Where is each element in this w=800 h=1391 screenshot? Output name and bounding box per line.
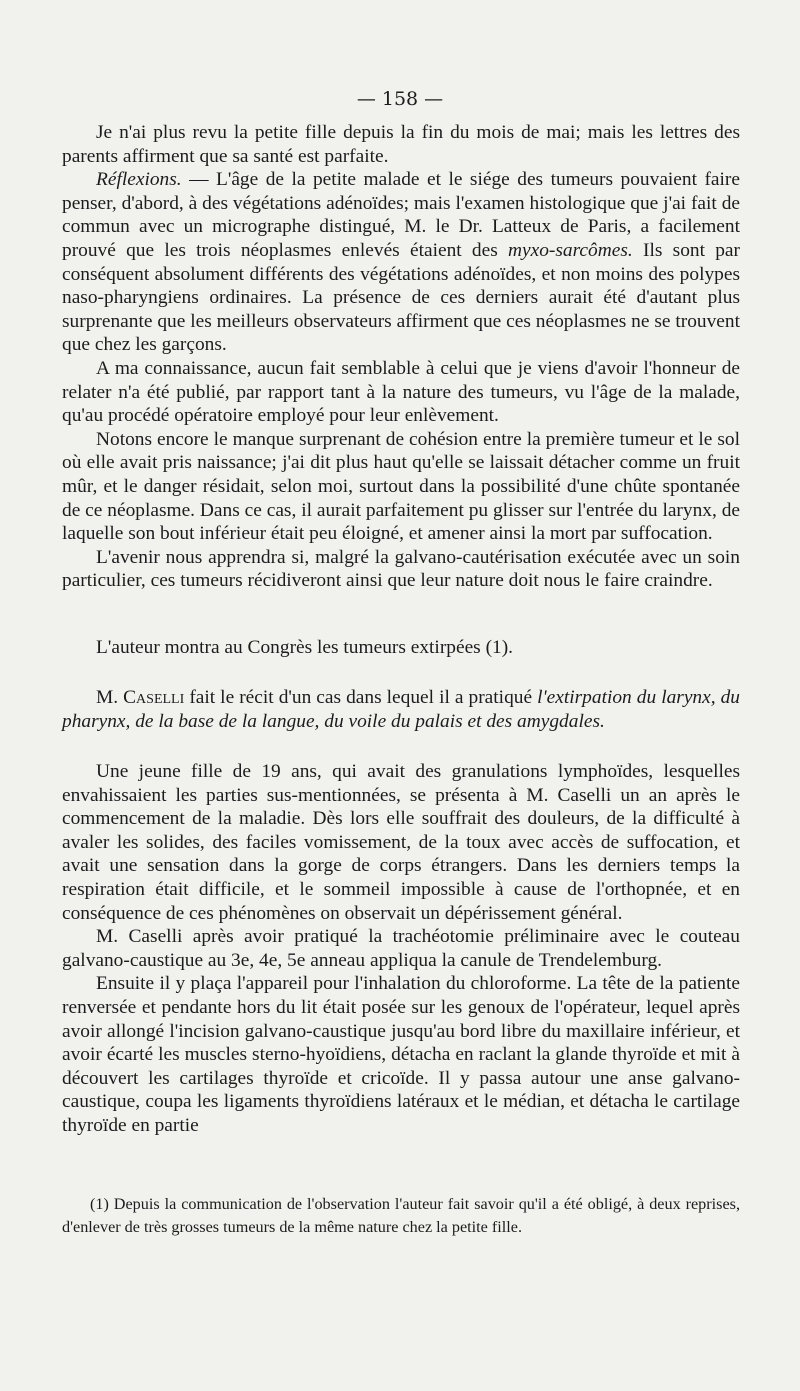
term-myxo-sarcomes: myxo-sarcômes.: [508, 239, 633, 261]
reflexions-label: Réflexions.: [96, 169, 182, 191]
footnote-block: [62, 1193, 740, 1239]
paragraph: Je n'ai plus revu la petite fille depuis la fin du mois de mai; mais les lettres des parents affirment que sa santé est parfaite.: [62, 122, 740, 167]
paragraph-reflexions: Réflexions. — L'âge de la petite malade et le siége des tumeurs pouvaient faire penser, d'abord, à des végétations adénoïdes; mais l'examen histologique que j'ai fait de commun avec un micrographe distingué, M. le Dr. Latteux de Paris, a facilement prouvé que les trois néoplasmes enlevés étaient des myxo-sarcômes. Ils sont par conséquent absolument différents des végétations adénoïdes, et non moins des polypes naso-pharyngiens ordinaires. La présence de ces derniers aurait été d'autant plus surprenante que les meilleurs observateurs affirment que ces néoplasmes ne se trouvent que chez les garçons.: [62, 169, 740, 356]
page-number: — 158 —: [356, 88, 444, 110]
paragraph: M. Caselli après avoir pratiqué la trachéotomie préliminaire avec le couteau galvano-caustique au 3e, 4e, 5e anneau appliqua la canule de Trendelemburg.: [62, 926, 740, 971]
text-block-1: [62, 121, 740, 593]
author-note-block: [62, 636, 740, 660]
paragraph: Une jeune fille de 19 ans, qui avait des granulations lymphoïdes, lesquelles envahissaient les parties sus-mentionnées, se présenta à M. Caselli un an après le commencement de la maladie. Dès lors elle souffrait des douleurs, de la difficulté à avaler les solides, des faciles vomissement, de la toux avec accès de suffocation, et avait une sensation dans la gorge de corps étrangers. Dans les derniers temps la respiration était difficile, et le sommeil impossible à cause de l'orthopnée, et en conséquence de ces phénomènes on observait un dépérissement général.: [62, 761, 740, 924]
text-block-2: [62, 760, 740, 1138]
paragraph: Ensuite il y plaça l'appareil pour l'inhalation du chloroforme. La tête de la patiente renversée et pendante hors du lit était posée sur les genoux de l'opérateur, lequel après avoir allongé l'incision galvano-caustique jusqu'au bord libre du maxillaire inférieur, et avoir écarté les muscles sterno-hyoïdiens, détacha en raclant la glande thyroïde et mit à découvert les cartilages thyroïde et cricoïde. Il y passa autour une anse galvano-caustique, coupa les ligaments thyroïdiens latéraux et le médian, et détacha le cartilage thyroïde en partie: [62, 973, 740, 1136]
case-heading: M. Caselli fait le récit d'un cas dans lequel il a pratiqué l'extirpation du larynx, du pharynx, de la base de la langue, du voile du palais et des amygdales.: [62, 687, 740, 732]
paragraph: Notons encore le manque surprenant de cohésion entre la première tumeur et le sol où elle avait pris naissance; j'ai dit plus haut qu'elle se laissait détacher comme un fruit mûr, et le danger résidait, selon moi, surtout dans la possibilité d'une chûte spontanée de ce néoplasme. Dans ce cas, il aurait parfaitement pu glisser sur l'entrée du larynx, de laquelle son bout inférieur était peu éloigné, et amener ainsi la mort par suffocation.: [62, 428, 740, 545]
case-heading-block: [62, 686, 740, 733]
footnote: (1) Depuis la communication de l'observation l'auteur fait savoir qu'il a été obligé, à deux reprises, d'enlever de très grosses tumeurs de la même nature chez la petite fille.: [62, 1195, 740, 1236]
procedure-title: l'extirpation du larynx, du pharynx, de la base de la langue, du voile du palais et des amygdales.: [62, 687, 740, 732]
paragraph: L'avenir nous apprendra si, malgré la galvano-cautérisation exécutée avec un soin particulier, ces tumeurs récidiveront ainsi que leur nature doit nous le faire craindre.: [62, 546, 740, 592]
paragraph: A ma connaissance, aucun fait semblable à celui que je viens d'avoir l'honneur de relater n'a été publié, par rapport tant à la nature des tumeurs, vu l'âge de la malade, qu'au procédé opératoire employé pour leur enlèvement.: [62, 357, 740, 427]
author-name: M. Caselli: [96, 687, 185, 708]
author-note: L'auteur montra au Congrès les tumeurs extirpées (1).: [96, 637, 514, 658]
